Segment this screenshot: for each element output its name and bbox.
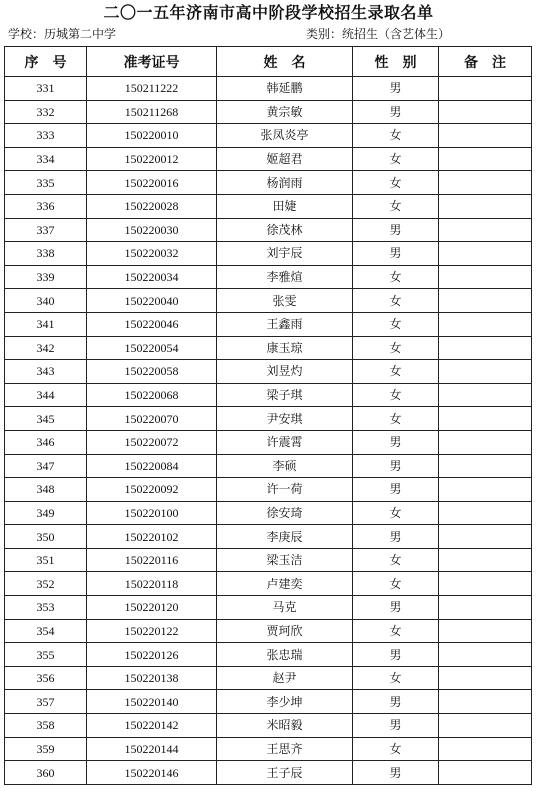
table-row: [5, 478, 532, 502]
cell-seq: 337: [5, 218, 87, 242]
table-row: [5, 383, 532, 407]
table-row: [5, 690, 532, 714]
cell-remark: [439, 666, 532, 690]
cell-remark: [439, 242, 532, 266]
cell-remark: [439, 572, 532, 596]
cell-name: 李硕: [217, 454, 353, 478]
cell-seq: 354: [5, 619, 87, 643]
cell-remark: [439, 690, 532, 714]
cell-gender: 女: [353, 124, 439, 148]
cell-gender: 男: [353, 643, 439, 667]
cell-gender: 女: [353, 312, 439, 336]
cell-name: 康玉琼: [217, 336, 353, 360]
cell-exam-id: 150220070: [87, 407, 217, 431]
cell-gender: 男: [353, 100, 439, 124]
cell-seq: 352: [5, 572, 87, 596]
cell-name: 田婕: [217, 194, 353, 218]
cell-remark: [439, 265, 532, 289]
cell-seq: 347: [5, 454, 87, 478]
cell-name: 李庚辰: [217, 525, 353, 549]
cell-remark: [439, 194, 532, 218]
cell-name: 许震霄: [217, 430, 353, 454]
cell-gender: 男: [353, 478, 439, 502]
cell-remark: [439, 430, 532, 454]
cell-gender: 男: [353, 525, 439, 549]
cell-exam-id: 150211222: [87, 77, 217, 101]
header-seq: 序 号: [5, 47, 87, 77]
cell-exam-id: 150220072: [87, 430, 217, 454]
table-row: [5, 194, 532, 218]
cell-remark: [439, 525, 532, 549]
cell-remark: [439, 761, 532, 785]
cell-seq: 359: [5, 737, 87, 761]
cell-gender: 女: [353, 265, 439, 289]
cell-remark: [439, 596, 532, 620]
table-row: [5, 761, 532, 785]
cell-exam-id: 150220046: [87, 312, 217, 336]
cell-gender: 女: [353, 383, 439, 407]
cell-name: 张忠瑞: [217, 643, 353, 667]
table-row: [5, 454, 532, 478]
cell-exam-id: 150220030: [87, 218, 217, 242]
cell-remark: [439, 643, 532, 667]
cell-exam-id: 150220010: [87, 124, 217, 148]
table-row: [5, 289, 532, 313]
cell-name: 刘宇辰: [217, 242, 353, 266]
cell-exam-id: 150220016: [87, 171, 217, 195]
table-row: [5, 124, 532, 148]
cell-exam-id: 150220116: [87, 548, 217, 572]
cell-seq: 356: [5, 666, 87, 690]
cell-gender: 女: [353, 501, 439, 525]
table-row: [5, 77, 532, 101]
cell-remark: [439, 218, 532, 242]
cell-exam-id: 150220068: [87, 383, 217, 407]
cell-exam-id: 150220028: [87, 194, 217, 218]
cell-gender: 女: [353, 171, 439, 195]
cell-name: 黄宗敏: [217, 100, 353, 124]
cell-remark: [439, 77, 532, 101]
header-row: [5, 47, 532, 77]
table-row: [5, 643, 532, 667]
cell-gender: 男: [353, 242, 439, 266]
cell-gender: 女: [353, 407, 439, 431]
cell-exam-id: 150220084: [87, 454, 217, 478]
cell-exam-id: 150220100: [87, 501, 217, 525]
cell-name: 韩延鹏: [217, 77, 353, 101]
cell-exam-id: 150220140: [87, 690, 217, 714]
cell-remark: [439, 100, 532, 124]
cell-seq: 338: [5, 242, 87, 266]
cell-seq: 355: [5, 643, 87, 667]
table-row: [5, 218, 532, 242]
cell-exam-id: 150220034: [87, 265, 217, 289]
table-row: [5, 265, 532, 289]
cell-exam-id: 150220144: [87, 737, 217, 761]
cell-exam-id: 150220012: [87, 147, 217, 171]
cell-exam-id: 150220058: [87, 360, 217, 384]
cell-gender: 女: [353, 548, 439, 572]
cell-remark: [439, 548, 532, 572]
cell-seq: 343: [5, 360, 87, 384]
table-row: [5, 147, 532, 171]
cell-name: 贾珂欣: [217, 619, 353, 643]
cell-name: 李雅煊: [217, 265, 353, 289]
cell-seq: 340: [5, 289, 87, 313]
cell-seq: 333: [5, 124, 87, 148]
cell-gender: 女: [353, 572, 439, 596]
table-row: [5, 171, 532, 195]
cell-name: 张雯: [217, 289, 353, 313]
cell-name: 杨润雨: [217, 171, 353, 195]
table-body: [5, 77, 532, 785]
cell-exam-id: 150220102: [87, 525, 217, 549]
cell-gender: 女: [353, 619, 439, 643]
cell-exam-id: 150220120: [87, 596, 217, 620]
cell-exam-id: 150220040: [87, 289, 217, 313]
table-row: [5, 501, 532, 525]
table-row: [5, 430, 532, 454]
table-row: [5, 312, 532, 336]
cell-name: 徐茂林: [217, 218, 353, 242]
cell-name: 徐安琦: [217, 501, 353, 525]
cell-seq: 344: [5, 383, 87, 407]
table-row: [5, 336, 532, 360]
cell-remark: [439, 171, 532, 195]
table-row: [5, 666, 532, 690]
header-exam-id: 准考证号: [87, 47, 217, 77]
cell-name: 王思齐: [217, 737, 353, 761]
cell-name: 卢建奕: [217, 572, 353, 596]
header-remark: 备 注: [439, 47, 532, 77]
cell-gender: 女: [353, 194, 439, 218]
header-gender: 性 别: [353, 47, 439, 77]
cell-gender: 女: [353, 360, 439, 384]
cell-seq: 351: [5, 548, 87, 572]
cell-remark: [439, 336, 532, 360]
cell-remark: [439, 714, 532, 738]
cell-remark: [439, 360, 532, 384]
cell-remark: [439, 312, 532, 336]
document-title: 二〇一五年济南市高中阶段学校招生录取名单: [103, 3, 434, 22]
cell-remark: [439, 289, 532, 313]
cell-remark: [439, 147, 532, 171]
cell-seq: 341: [5, 312, 87, 336]
admission-table: [4, 46, 532, 785]
cell-remark: [439, 619, 532, 643]
table-row: [5, 737, 532, 761]
table-row: [5, 714, 532, 738]
cell-seq: 353: [5, 596, 87, 620]
cell-exam-id: 150220138: [87, 666, 217, 690]
cell-remark: [439, 454, 532, 478]
cell-gender: 男: [353, 77, 439, 101]
cell-remark: [439, 124, 532, 148]
cell-name: 尹安琪: [217, 407, 353, 431]
cell-name: 梁玉洁: [217, 548, 353, 572]
cell-gender: 男: [353, 761, 439, 785]
cell-gender: 男: [353, 690, 439, 714]
cell-gender: 女: [353, 666, 439, 690]
cell-seq: 335: [5, 171, 87, 195]
cell-remark: [439, 478, 532, 502]
cell-exam-id: 150220146: [87, 761, 217, 785]
table-row: [5, 619, 532, 643]
cell-seq: 349: [5, 501, 87, 525]
cell-gender: 女: [353, 289, 439, 313]
cell-seq: 345: [5, 407, 87, 431]
cell-exam-id: 150220142: [87, 714, 217, 738]
cell-gender: 女: [353, 147, 439, 171]
cell-seq: 346: [5, 430, 87, 454]
header-name: 姓 名: [217, 47, 353, 77]
cell-gender: 男: [353, 430, 439, 454]
cell-name: 张凤炎亭: [217, 124, 353, 148]
cell-name: 姬超君: [217, 147, 353, 171]
cell-name: 许一荷: [217, 478, 353, 502]
table-row: [5, 407, 532, 431]
cell-seq: 358: [5, 714, 87, 738]
cell-remark: [439, 383, 532, 407]
cell-seq: 336: [5, 194, 87, 218]
table-row: [5, 596, 532, 620]
cell-gender: 男: [353, 454, 439, 478]
cell-seq: 360: [5, 761, 87, 785]
cell-seq: 334: [5, 147, 87, 171]
cell-exam-id: 150220126: [87, 643, 217, 667]
cell-seq: 348: [5, 478, 87, 502]
cell-gender: 女: [353, 737, 439, 761]
cell-seq: 342: [5, 336, 87, 360]
cell-seq: 350: [5, 525, 87, 549]
cell-seq: 332: [5, 100, 87, 124]
cell-gender: 男: [353, 596, 439, 620]
cell-remark: [439, 737, 532, 761]
cell-exam-id: 150220054: [87, 336, 217, 360]
table-header: [5, 47, 532, 77]
table-row: [5, 242, 532, 266]
cell-name: 李少坤: [217, 690, 353, 714]
cell-name: 王鑫雨: [217, 312, 353, 336]
category-label: 类别：统招生（含艺体生）: [306, 27, 451, 41]
cell-seq: 357: [5, 690, 87, 714]
table-row: [5, 548, 532, 572]
cell-name: 赵尹: [217, 666, 353, 690]
table-row: [5, 100, 532, 124]
table-row: [5, 572, 532, 596]
table-row: [5, 360, 532, 384]
school-label: 学校：历城第二中学: [8, 27, 117, 41]
cell-name: 刘昱灼: [217, 360, 353, 384]
cell-exam-id: 150220092: [87, 478, 217, 502]
cell-remark: [439, 501, 532, 525]
cell-exam-id: 150220118: [87, 572, 217, 596]
cell-name: 王子辰: [217, 761, 353, 785]
cell-exam-id: 150220122: [87, 619, 217, 643]
cell-gender: 男: [353, 714, 439, 738]
cell-name: 马克: [217, 596, 353, 620]
cell-seq: 331: [5, 77, 87, 101]
cell-name: 梁子琪: [217, 383, 353, 407]
table-row: [5, 525, 532, 549]
cell-name: 米昭毅: [217, 714, 353, 738]
cell-exam-id: 150211268: [87, 100, 217, 124]
cell-seq: 339: [5, 265, 87, 289]
cell-exam-id: 150220032: [87, 242, 217, 266]
cell-gender: 女: [353, 336, 439, 360]
cell-remark: [439, 407, 532, 431]
cell-gender: 男: [353, 218, 439, 242]
